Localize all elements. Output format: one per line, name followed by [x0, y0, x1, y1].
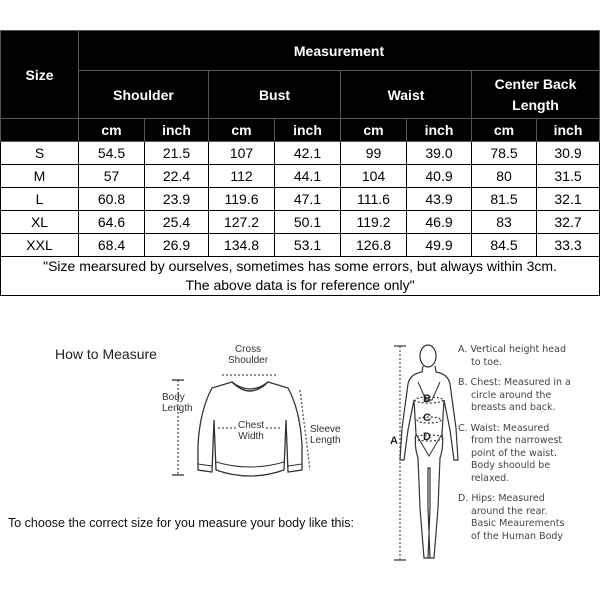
note-line: around the rear.: [471, 505, 548, 517]
unit-header: inch: [537, 119, 600, 142]
how-to-measure-title: How to Measure: [55, 346, 157, 362]
bust-header: Bust: [209, 71, 341, 119]
measurement-cell: 119.2: [341, 211, 407, 234]
size-cell: S: [1, 142, 79, 165]
measurement-cell: 126.8: [341, 234, 407, 257]
measurement-cell: 78.5: [472, 142, 537, 165]
body-letter-b: B: [423, 393, 431, 405]
note-line: A. Vertical height head: [458, 344, 566, 355]
measurement-cell: 80: [472, 165, 537, 188]
note-line: D. Hips: Measured: [458, 493, 545, 504]
measurement-cell: 39.0: [407, 142, 472, 165]
note-line: Basic Meaurements: [471, 518, 565, 529]
size-cell: XXL: [1, 234, 79, 257]
note-hips: [458, 493, 598, 543]
measurement-cell: 134.8: [209, 234, 275, 257]
measurement-cell: 112: [209, 165, 275, 188]
note-line: from the narrowest: [471, 435, 563, 446]
note-line: Body shoould be: [471, 460, 551, 471]
measurement-cell: 68.4: [79, 234, 145, 257]
measurement-cell: 42.1: [275, 142, 341, 165]
size-row: [1, 188, 600, 211]
measurement-header: Measurement: [79, 31, 600, 71]
size-header: Size: [1, 31, 79, 119]
size-row: [1, 142, 600, 165]
size-cell: M: [1, 165, 79, 188]
size-header-spacer: [1, 119, 79, 142]
note-line: point of the waist.: [471, 447, 557, 459]
note-line: to toe.: [471, 356, 502, 368]
measurement-cell: 64.6: [79, 211, 145, 234]
measurement-cell: 46.9: [407, 211, 472, 234]
measurement-cell: 83: [472, 211, 537, 234]
note-chest: [458, 377, 598, 415]
cross-shoulder-label: Cross Shoulder: [228, 344, 269, 366]
measurement-cell: 32.1: [537, 188, 600, 211]
measurement-cell: 21.5: [145, 142, 209, 165]
measurement-cell: 50.1: [275, 211, 341, 234]
choose-size-text: To choose the correct size for you measure your body like this:: [8, 516, 354, 530]
measurement-cell: 107: [209, 142, 275, 165]
measurement-cell: 33.3: [537, 234, 600, 257]
unit-header: inch: [145, 119, 209, 142]
measurement-cell: 127.2: [209, 211, 275, 234]
measurement-cell: 57: [79, 165, 145, 188]
size-note-line-1: "Size mearsured by ourselves, sometimes has some errors, but always within 3cm.: [43, 258, 557, 274]
measurement-cell: 49.9: [407, 234, 472, 257]
measurement-cell: 47.1: [275, 188, 341, 211]
note-line: C. Waist: Measured: [458, 422, 550, 434]
measurement-cell: 23.9: [145, 188, 209, 211]
note-waist: [458, 423, 598, 486]
size-cell: XL: [1, 211, 79, 234]
measurement-cell: 104: [341, 165, 407, 188]
measurement-cell: 84.5: [472, 234, 537, 257]
body-length-label: Body Length: [162, 392, 193, 414]
measurement-cell: 81.5: [472, 188, 537, 211]
measurement-cell: 119.6: [209, 188, 275, 211]
size-note: [1, 257, 600, 296]
body-letter-d: D: [423, 431, 431, 443]
unit-header: cm: [79, 119, 145, 142]
body-letter-a: A: [390, 435, 398, 447]
measurement-cell: 30.9: [537, 142, 600, 165]
shoulder-header: Shoulder: [79, 71, 209, 119]
size-chart-table: [0, 30, 600, 296]
measurement-cell: 43.9: [407, 188, 472, 211]
chest-width-label: Chest Width: [238, 420, 265, 442]
measurement-cell: 53.1: [275, 234, 341, 257]
measurement-cell: 22.4: [145, 165, 209, 188]
measurement-cell: 99: [341, 142, 407, 165]
note-line: breasts and back.: [471, 402, 556, 413]
measurement-cell: 111.6: [341, 188, 407, 211]
measurement-cell: 25.4: [145, 211, 209, 234]
measure-notes: [458, 344, 598, 551]
unit-header: cm: [341, 119, 407, 142]
waist-header: Waist: [341, 71, 472, 119]
size-row: [1, 211, 600, 234]
unit-header: inch: [407, 119, 472, 142]
note-line: B. Chest: Measured in a: [458, 377, 571, 388]
unit-header: cm: [472, 119, 537, 142]
center-back-length-header: Center Back Length: [472, 71, 600, 119]
sleeve-length-label: Sleeve Length: [310, 424, 341, 446]
how-to-measure-section: [0, 330, 600, 600]
measurement-cell: 60.8: [79, 188, 145, 211]
size-cell: L: [1, 188, 79, 211]
body-diagram: [388, 338, 468, 588]
measurement-cell: 32.7: [537, 211, 600, 234]
measurement-cell: 40.9: [407, 165, 472, 188]
measurement-cell: 26.9: [145, 234, 209, 257]
unit-header: cm: [209, 119, 275, 142]
unit-header: inch: [275, 119, 341, 142]
note-height: [458, 344, 598, 369]
size-row: [1, 165, 600, 188]
measurement-cell: 31.5: [537, 165, 600, 188]
note-line: of the Human Body: [471, 530, 564, 542]
note-line: relaxed.: [471, 472, 510, 484]
size-row: [1, 234, 600, 257]
measurement-cell: 44.1: [275, 165, 341, 188]
measurement-cell: 54.5: [79, 142, 145, 165]
note-line: circle around the: [471, 389, 552, 401]
size-note-line-2: The above data is for reference only": [185, 277, 415, 293]
body-letter-c: C: [423, 412, 431, 424]
